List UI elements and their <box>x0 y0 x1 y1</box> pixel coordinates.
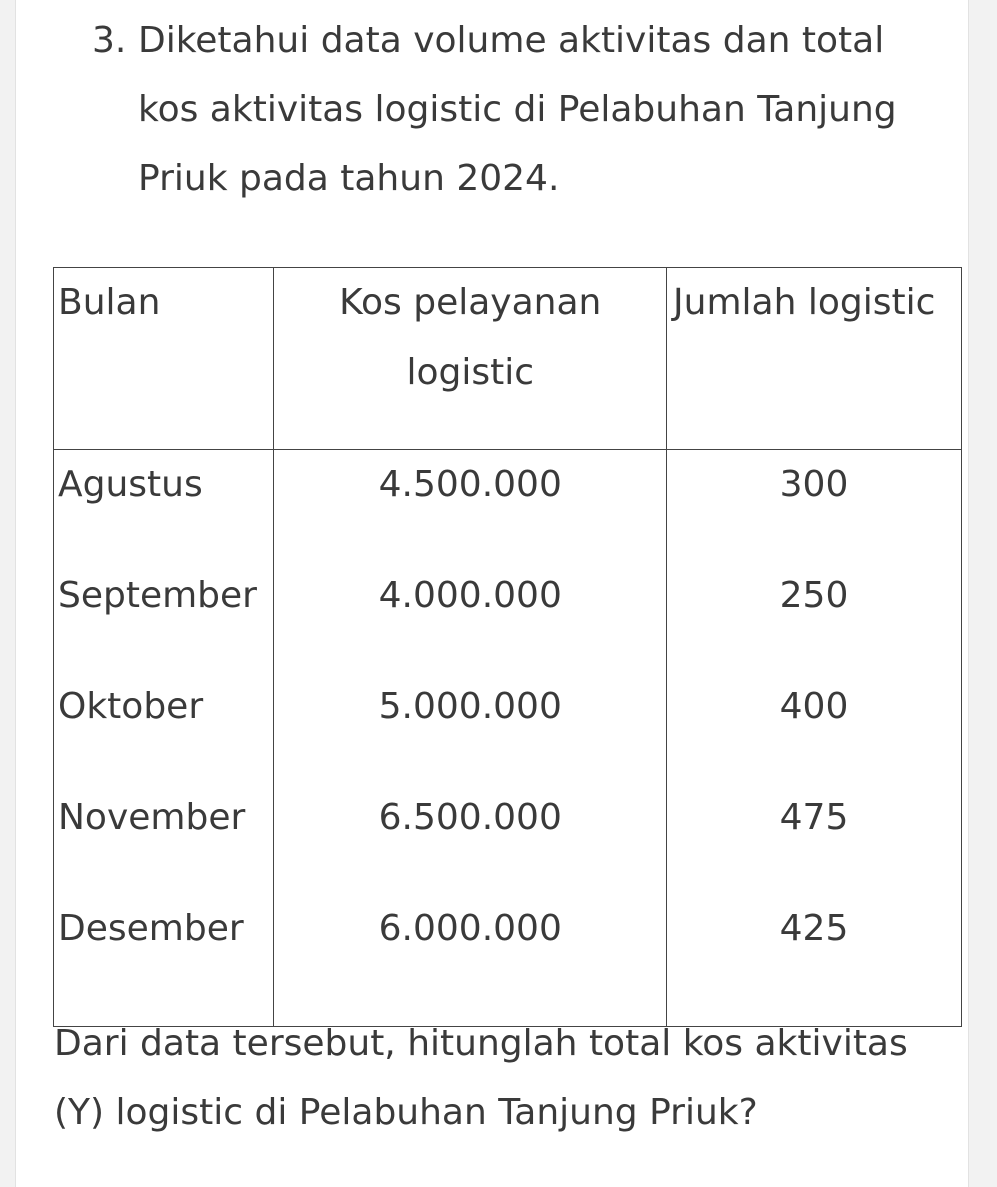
cell-cost: 4.000.000 <box>274 561 667 672</box>
table-row <box>54 672 962 783</box>
cell-month: Agustus <box>54 450 274 562</box>
cell-cost: 4.500.000 <box>274 450 667 562</box>
cell-month: Desember <box>54 894 274 1027</box>
table-header-row <box>54 268 962 450</box>
question-block <box>92 6 952 213</box>
question-number: 3. <box>92 20 127 61</box>
cell-month: November <box>54 783 274 894</box>
question-prompt: Dari data tersebut, hitunglah total kos aktivitas (Y) logistic di Pelabuhan Tanjung Priuk? <box>54 1023 908 1133</box>
cell-month: September <box>54 561 274 672</box>
data-table <box>53 267 962 1027</box>
table-row <box>54 894 962 1027</box>
cell-cost: 6.500.000 <box>274 783 667 894</box>
table-row <box>54 450 962 562</box>
cell-quantity: 250 <box>667 561 962 672</box>
cell-cost: 6.000.000 <box>274 894 667 1027</box>
cell-cost: 5.000.000 <box>274 672 667 783</box>
cell-quantity: 425 <box>667 894 962 1027</box>
header-cost: Kos pelayanan logistic <box>274 268 667 450</box>
question-text: Diketahui data volume aktivitas dan total kos aktivitas logistic di Pelabuhan Tanjung Priuk pada tahun 2024. <box>138 20 897 199</box>
header-month: Bulan <box>54 268 274 450</box>
header-quantity: Jumlah logistic <box>667 268 962 450</box>
cell-quantity: 300 <box>667 450 962 562</box>
cell-quantity: 400 <box>667 672 962 783</box>
table-row <box>54 561 962 672</box>
cell-month: Oktober <box>54 672 274 783</box>
document-page <box>15 0 969 1187</box>
cell-quantity: 475 <box>667 783 962 894</box>
table-row <box>54 783 962 894</box>
